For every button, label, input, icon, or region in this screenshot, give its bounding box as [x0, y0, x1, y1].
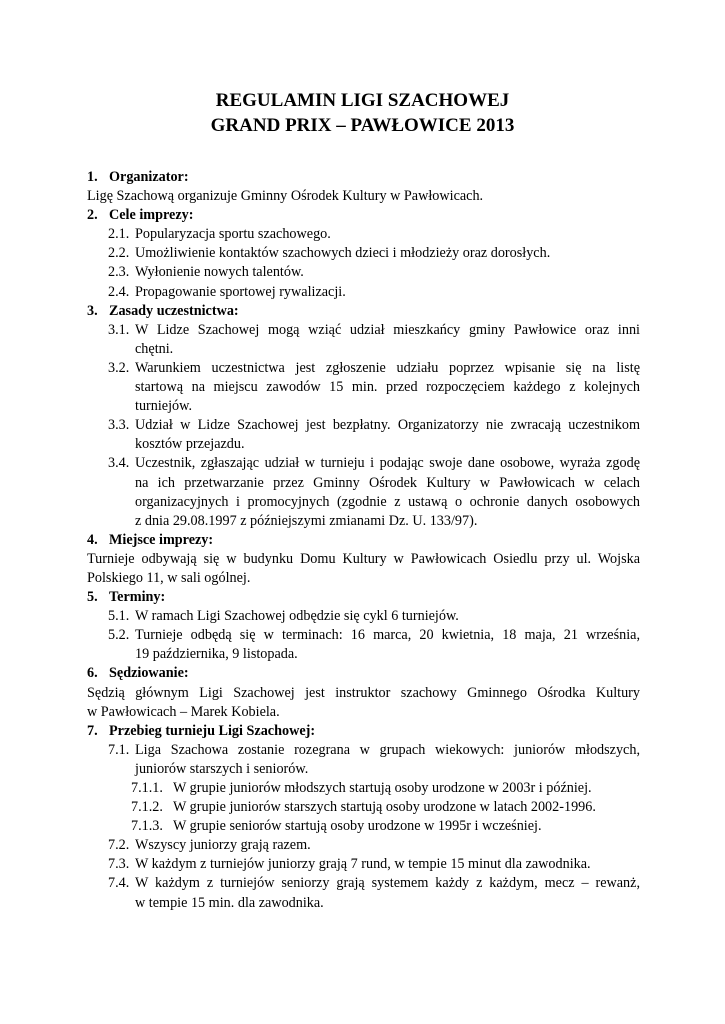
list-item [87, 263, 640, 282]
item-number: 7.2. [108, 837, 130, 854]
section-title: Terminy: [109, 589, 166, 606]
item-text: W każdym z turniejów seniorzy grają systemem każdy z każdym, mecz – rewanż, [135, 875, 640, 892]
section-title: Organizator: [109, 169, 189, 185]
item-number: 2.1. [108, 226, 130, 243]
list-item [87, 874, 640, 893]
item-number: 3.1. [108, 321, 130, 338]
list-item-continuation: chętni. [135, 340, 174, 357]
section-title: Miejsce imprezy: [109, 531, 214, 548]
list-item [87, 321, 640, 340]
section-number: 4. [87, 531, 98, 548]
section-title: Przebieg turnieju Ligi Szachowej: [109, 722, 316, 739]
item-text: Udział w Lidze Szachowej jest bezpłatny. Organizatorzy nie zwracają uczestnikom [135, 417, 640, 434]
item-number: 2.4. [108, 283, 130, 300]
item-text: W każdym z turniejów juniorzy grają 7 rund, w tempie 15 minut dla zawodnika. [135, 856, 591, 873]
list-item [87, 359, 640, 378]
item-text: Propagowanie sportowej rywalizacji. [135, 283, 346, 300]
item-text: Turnieje odbędą się w terminach: 16 marca, 20 kwietnia, 18 maja, 21 września, [135, 627, 640, 644]
item-number: 7.1.2. [131, 799, 163, 816]
item-text: Wszyscy juniorzy grają razem. [135, 837, 311, 854]
item-number: 7.1.3. [131, 818, 163, 835]
section-4-text-continuation: Polskiego 11, w sali ogólnej. [87, 569, 251, 586]
list-item [87, 626, 640, 645]
sub-list-item [87, 779, 640, 798]
list-item [87, 416, 640, 435]
title-line-2: GRAND PRIX – PAWŁOWICE 2013 [210, 115, 515, 136]
list-item [87, 607, 640, 626]
section-4-heading [87, 531, 640, 550]
item-text: Wyłonienie nowych talentów. [135, 264, 304, 281]
list-item-continuation: 19 października, 9 listopada. [135, 646, 298, 663]
list-item [87, 283, 640, 302]
item-number: 2.3. [108, 264, 130, 281]
list-item-continuation: turniejów. [135, 398, 192, 415]
item-number: 5.1. [108, 608, 130, 625]
list-item [87, 855, 640, 874]
section-1-heading [87, 168, 640, 187]
item-text: Popularyzacja sportu szachowego. [135, 226, 331, 243]
section-2-heading [87, 206, 640, 225]
list-item [87, 454, 640, 473]
list-item [87, 836, 640, 855]
item-number: 2.2. [108, 245, 130, 262]
section-6-heading [87, 664, 640, 683]
section-7-heading [87, 722, 640, 741]
item-text: W grupie juniorów starszych startują osoby urodzone w latach 2002-1996. [173, 799, 596, 816]
list-item-continuation: z dnia 29.08.1997 z późniejszymi zmianami Dz. U. 133/97). [135, 512, 478, 529]
list-item-continuation: kosztów przejazdu. [135, 436, 245, 453]
list-item-continuation: juniorów starszych i seniorów. [135, 760, 309, 777]
sub-list-item [87, 798, 640, 817]
sub-list-item [87, 817, 640, 836]
item-number: 7.1. [108, 741, 130, 758]
section-number: 1. [87, 169, 98, 185]
item-text: Uczestnik, zgłaszając udział w turnieju i podając swoje dane osobowe, wyraża zgodę [135, 455, 640, 472]
item-number: 3.3. [108, 417, 130, 434]
section-3-heading [87, 302, 640, 321]
section-number: 3. [87, 302, 98, 319]
item-text: Liga Szachowa zostanie rozegrana w grupach wiekowych: juniorów młodszych, [135, 741, 640, 758]
section-6-text: Sędzią głównym Ligi Szachowej jest instruktor szachowy Gminnego Ośrodka Kultury [87, 684, 640, 701]
section-1-text: Ligę Szachową organizuje Gminny Ośrodek Kultury w Pawłowicach. [87, 188, 484, 205]
section-number: 6. [87, 665, 98, 682]
regulation-body [87, 168, 640, 913]
list-item-continuation: startową na miejscu zawodów 15 min. przed rozpoczęciem każdego z kolejnych [135, 379, 640, 396]
list-item-continuation: w tempie 15 min. dla zawodnika. [135, 894, 324, 911]
section-5-heading [87, 588, 640, 607]
section-title: Cele imprezy: [109, 207, 194, 224]
section-title: Zasady uczestnictwa: [109, 302, 239, 319]
section-number: 5. [87, 589, 98, 606]
section-number: 2. [87, 207, 98, 224]
item-text: Warunkiem uczestnictwa jest zgłoszenie udziału poprzez wpisanie się na listę [135, 359, 640, 376]
section-4-text: Turnieje odbywają się w budynku Domu Kultury w Pawłowicach Osiedlu przy ul. Wojska [87, 550, 640, 567]
item-number: 7.4. [108, 875, 130, 892]
item-number: 7.1.1. [131, 780, 163, 796]
title-line-1: REGULAMIN LIGI SZACHOWEJ [215, 90, 510, 111]
item-number: 3.4. [108, 455, 130, 472]
item-text: W ramach Ligi Szachowej odbędzie się cykl 6 turniejów. [135, 608, 459, 625]
list-item [87, 225, 640, 244]
list-item-continuation: organizacyjnych i promocyjnych (zgodnie z ustawą o ochronie danych osobowych [135, 493, 640, 510]
item-text: Umożliwienie kontaktów szachowych dzieci i młodzieży oraz dorosłych. [135, 245, 551, 262]
item-number: 7.3. [108, 856, 130, 873]
list-item-continuation: na ich przetwarzanie przez Gminny Ośrodek Kultury w Pawłowicach w celach [135, 474, 640, 491]
section-6-text-continuation: w Pawłowicach – Marek Kobiela. [87, 703, 280, 720]
item-text: W grupie seniorów startują osoby urodzone w 1995r i wcześniej. [173, 818, 542, 835]
section-number: 7. [87, 722, 98, 739]
item-number: 5.2. [108, 627, 130, 644]
item-number: 3.2. [108, 359, 130, 376]
list-item [87, 741, 640, 760]
list-item [87, 244, 640, 263]
section-title: Sędziowanie: [109, 665, 189, 682]
item-text: W Lidze Szachowej mogą wziąć udział mieszkańcy gminy Pawłowice oraz inni [135, 321, 640, 338]
item-text: W grupie juniorów młodszych startują osoby urodzone w 2003r i później. [173, 780, 592, 796]
